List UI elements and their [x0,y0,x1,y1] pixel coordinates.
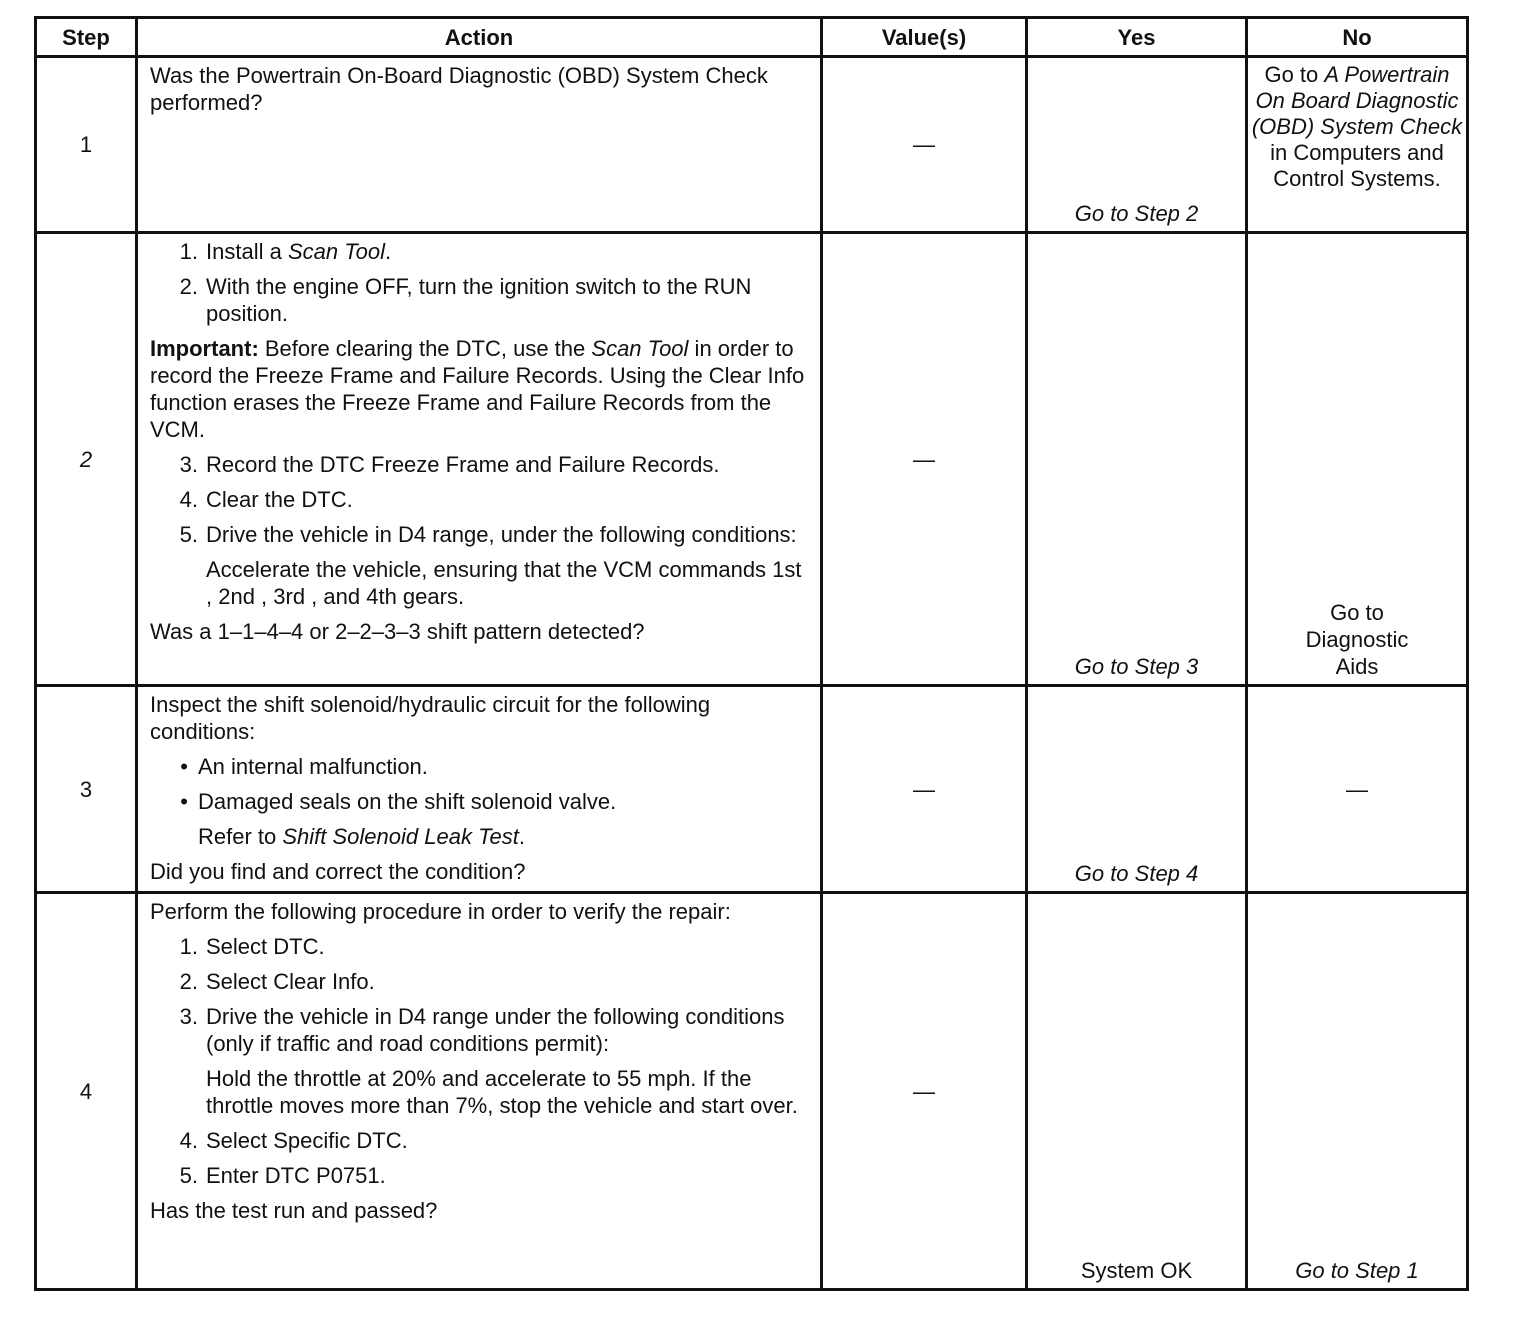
table-row-step-3 [36,686,1468,893]
header-no: No [1247,18,1468,57]
no-reference[interactable] [1248,58,1466,192]
no-cell [1247,233,1468,686]
yes-cell [1027,893,1247,1290]
yes-go-to-step-3[interactable]: Go to Step 3 [1074,654,1199,679]
step-number: 2 [36,233,137,686]
list-item-detail: Accelerate the vehicle, ensuring that the VCM commands 1st , 2nd , 3rd , and 4th gears. [206,557,802,609]
text: . [384,239,392,264]
step-number: 4 [36,893,137,1290]
table-header-row [36,18,1468,57]
yes-cell [1027,233,1247,686]
bullet-icon: • [180,754,188,779]
list-text: Drive the vehicle in D4 range under the following conditions (only if traffic and road conditions permit): [206,1004,785,1056]
action-intro: Perform the following procedure in order to verify the repair: [150,899,731,924]
list-item [150,451,808,478]
header-step: Step [36,18,137,57]
yes-system-ok: System OK [1080,1258,1193,1283]
bullet-text: An internal malfunction. [198,754,428,779]
yes-go-to-step-4[interactable]: Go to Step 4 [1074,861,1199,886]
value-cell [822,233,1027,686]
header-values: Value(s) [822,18,1027,57]
yes-cell [1027,57,1247,233]
list-item [150,1003,808,1057]
bullet-item [150,753,808,780]
table-row-step-4 [36,893,1468,1290]
list-item [150,521,808,548]
no-cell [1247,893,1468,1290]
list-number: 2. [179,969,198,994]
yes-cell [1027,686,1247,893]
table-row-step-1 [36,57,1468,233]
value-cell [822,893,1027,1290]
header-action: Action [137,18,822,57]
action-cell [137,57,822,233]
action-cell [137,893,822,1290]
important-label: Important: [150,336,259,361]
dash: — [913,1078,935,1104]
bullet-item [150,788,808,815]
list-number: 4. [179,1128,198,1153]
list-number: 3. [179,1004,198,1029]
list-text: Enter DTC P0751. [206,1163,386,1188]
no-go-to-step-1[interactable]: Go to Step 1 [1295,1258,1419,1283]
list-item [150,238,808,265]
bullet-icon: • [180,789,188,814]
no-suffix: in Computers and Control Systems. [1270,140,1444,191]
refer-note [150,823,808,850]
dash: — [913,776,935,802]
no-cell [1247,57,1468,233]
list-text: With the engine OFF, turn the ignition switch to the RUN position. [206,274,752,326]
action-cell [137,233,822,686]
dash: — [913,446,935,472]
action-question: Did you find and correct the condition? [150,859,526,884]
yes-go-to-step-2[interactable]: Go to Step 2 [1074,201,1199,226]
dash: — [913,132,935,157]
important-note [150,335,808,443]
text: Install a [206,239,288,264]
header-yes: Yes [1027,18,1247,57]
step-number: 3 [36,686,137,893]
list-number: 5. [179,522,198,547]
action-question: Was a 1–1–4–4 or 2–2–3–3 shift pattern detected? [150,619,645,644]
scan-tool-term: Scan Tool [591,336,689,361]
list-number: 1. [179,239,198,264]
list-text: Select DTC. [206,934,325,959]
action-cell [137,686,822,893]
list-item [150,933,808,960]
action-question: Has the test run and passed? [150,1198,438,1223]
text: Refer to [198,824,283,849]
dash: — [1346,776,1368,802]
value-cell [822,57,1027,233]
list-number: 2. [179,274,198,299]
no-italic-title: A Powertrain On Board Diagnostic (OBD) System Check [1251,62,1463,139]
table-row-step-2 [36,233,1468,686]
list-item [150,486,808,513]
text: Before clearing the DTC, use the [258,336,592,361]
scan-tool-term: Scan Tool [287,239,385,264]
list-text: Record the DTC Freeze Frame and Failure Records. [206,452,720,477]
list-item [150,1127,808,1154]
reference-title[interactable]: Shift Solenoid Leak Test [282,824,519,849]
list-item [150,1162,808,1189]
list-text: Select Clear Info. [206,969,375,994]
text: . [518,824,525,849]
step-number: 1 [36,57,137,233]
no-go-to-diagnostic-aids[interactable]: Go to Diagnostic Aids [1305,600,1409,679]
no-cell [1247,686,1468,893]
action-intro: Inspect the shift solenoid/hydraulic circuit for the following conditions: [150,692,711,744]
text: in order to record the Freeze Frame and Failure Records. Using the Clear Info function erases the Freeze Frame and Failure Records from the VCM. [150,336,805,442]
list-number: 3. [179,452,198,477]
list-number: 1. [179,934,198,959]
list-number: 5. [179,1163,198,1188]
value-cell [822,686,1027,893]
diagnostic-table [34,16,1469,1291]
action-question: Was the Powertrain On-Board Diagnostic (OBD) System Check performed? [150,63,768,115]
list-number: 4. [179,487,198,512]
list-text: Select Specific DTC. [206,1128,408,1153]
list-item-detail: Hold the throttle at 20% and accelerate to 55 mph. If the throttle moves more than 7%, stop the vehicle and start over. [206,1066,798,1118]
list-item [150,968,808,995]
no-prefix: Go to [1264,62,1325,87]
list-item [150,273,808,327]
list-text: Clear the DTC. [206,487,353,512]
bullet-text: Damaged seals on the shift solenoid valve. [198,789,617,814]
list-text: Drive the vehicle in D4 range, under the following conditions: [206,522,797,547]
